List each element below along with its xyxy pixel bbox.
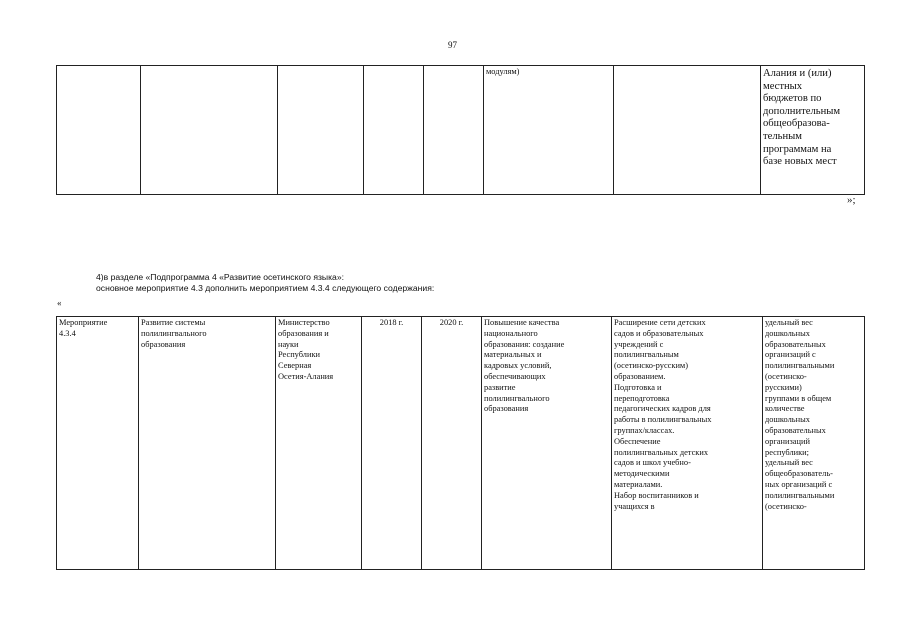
cell-line: общеобразователь- (765, 469, 833, 479)
table-cell (278, 66, 364, 195)
cell-line: Обеспечение (614, 436, 661, 446)
cell-line: местных (763, 80, 803, 92)
cell-line: образованием. (614, 371, 666, 381)
cell-line: дошкольных (765, 415, 810, 425)
cell-line: удельный вес (765, 458, 813, 468)
cell-line: полилингвальным (614, 350, 679, 360)
cell-line: работы в полилингвальных (614, 415, 712, 425)
activity-title-cell (139, 317, 276, 570)
cell-line: (осетинско-русским) (614, 361, 689, 371)
table-cell: модулям) (484, 66, 614, 195)
cell-line: обеспечивающих (484, 371, 546, 381)
cell-line: дополнительным (763, 105, 841, 117)
cell-line: Мероприятие (59, 318, 108, 327)
table-cell (57, 66, 141, 195)
cell-line: тельным (763, 130, 802, 142)
cell-line: переподготовка (614, 393, 670, 403)
cell-line: полилингвальных детских (614, 447, 709, 457)
paragraph-line: основное мероприятие 4.3 дополнить мероприятием 4.3.4 следующего содержания: (96, 283, 435, 293)
executor-cell (276, 317, 362, 570)
cell-line: кадровых условий, (484, 361, 552, 371)
cell-line: (осетинско- (765, 371, 807, 381)
activity-number-cell (57, 317, 139, 570)
cell-line: организаций с (765, 350, 816, 360)
cell-line: (осетинско- (765, 501, 807, 511)
cell-line: Осетия-Алания (278, 371, 334, 381)
cell-line: педагогических кадров для (614, 404, 711, 414)
end-year-cell: 2020 г. (422, 317, 482, 570)
cell-line: группами в общем (765, 393, 832, 403)
cell-line: дошкольных (765, 328, 810, 338)
indicator-cell (763, 317, 865, 570)
cell-line: удельный вес (765, 318, 813, 327)
cell-line: Северная (278, 361, 312, 371)
table-row (57, 66, 865, 195)
cell-line: полилингвальными (765, 361, 835, 371)
closing-quote: »; (847, 194, 856, 206)
cell-line: образования (141, 339, 186, 349)
cell-line: общеобразова- (763, 118, 830, 130)
paragraph-line: 4)в разделе «Подпрограмма 4 «Развитие осетинского языка»: (96, 272, 344, 282)
page-number: 97 (448, 40, 457, 50)
table-row (57, 317, 865, 570)
cell-line: Повышение качества (484, 318, 560, 327)
table-cell-funding (761, 66, 865, 195)
activity-content-cell (612, 317, 763, 570)
cell-line: Набор воспитанников и (614, 490, 699, 500)
cell-line: Подготовка и (614, 382, 662, 392)
cell-line: национального (484, 328, 538, 338)
table-continuation (56, 65, 865, 195)
table-activity (56, 316, 865, 570)
cell-line: садов и школ учебно- (614, 458, 691, 468)
cell-line: Республики (278, 350, 321, 360)
cell-line: полилингвального (141, 328, 207, 338)
cell-line: образовательных (765, 339, 826, 349)
cell-line: организаций (765, 436, 810, 446)
cell-line: республики; (765, 447, 809, 457)
cell-line: методическими (614, 469, 670, 479)
cell-line: группах/классах. (614, 425, 675, 435)
cell-line: образования: создание (484, 339, 565, 349)
cell-line: Министерство (278, 318, 330, 327)
cell-line: Алания и (или) (763, 68, 832, 79)
cell-line: полилингвальными (765, 490, 835, 500)
cell-line: Расширение сети детских (614, 318, 706, 327)
cell-line: бюджетов по (763, 93, 822, 105)
cell-line: образовательных (765, 425, 826, 435)
cell-line: Развитие системы (141, 318, 206, 327)
cell-line: русскими) (765, 382, 802, 392)
cell-line: образования и (278, 328, 329, 338)
cell-line: базе новых мест (763, 156, 837, 168)
table-cell (614, 66, 761, 195)
cell-line: количестве (765, 404, 805, 414)
table-cell (364, 66, 424, 195)
cell-line: программам на (763, 143, 832, 155)
cell-line: образования (484, 404, 529, 414)
expected-result-cell (482, 317, 612, 570)
table-cell (424, 66, 484, 195)
cell-line: науки (278, 339, 299, 349)
cell-line: развитие (484, 382, 516, 392)
opening-quote: « (57, 298, 62, 308)
cell-line: ных организаций с (765, 479, 833, 489)
cell-line: полилингвального (484, 393, 550, 403)
cell-line: 4.3.4 (59, 328, 76, 338)
cell-line: садов и образовательных (614, 328, 704, 338)
cell-line: материалами. (614, 479, 663, 489)
table-cell (141, 66, 278, 195)
cell-line: учреждений с (614, 339, 664, 349)
start-year-cell: 2018 г. (362, 317, 422, 570)
cell-line: материальных и (484, 350, 542, 360)
cell-line: учащихся в (614, 501, 655, 511)
